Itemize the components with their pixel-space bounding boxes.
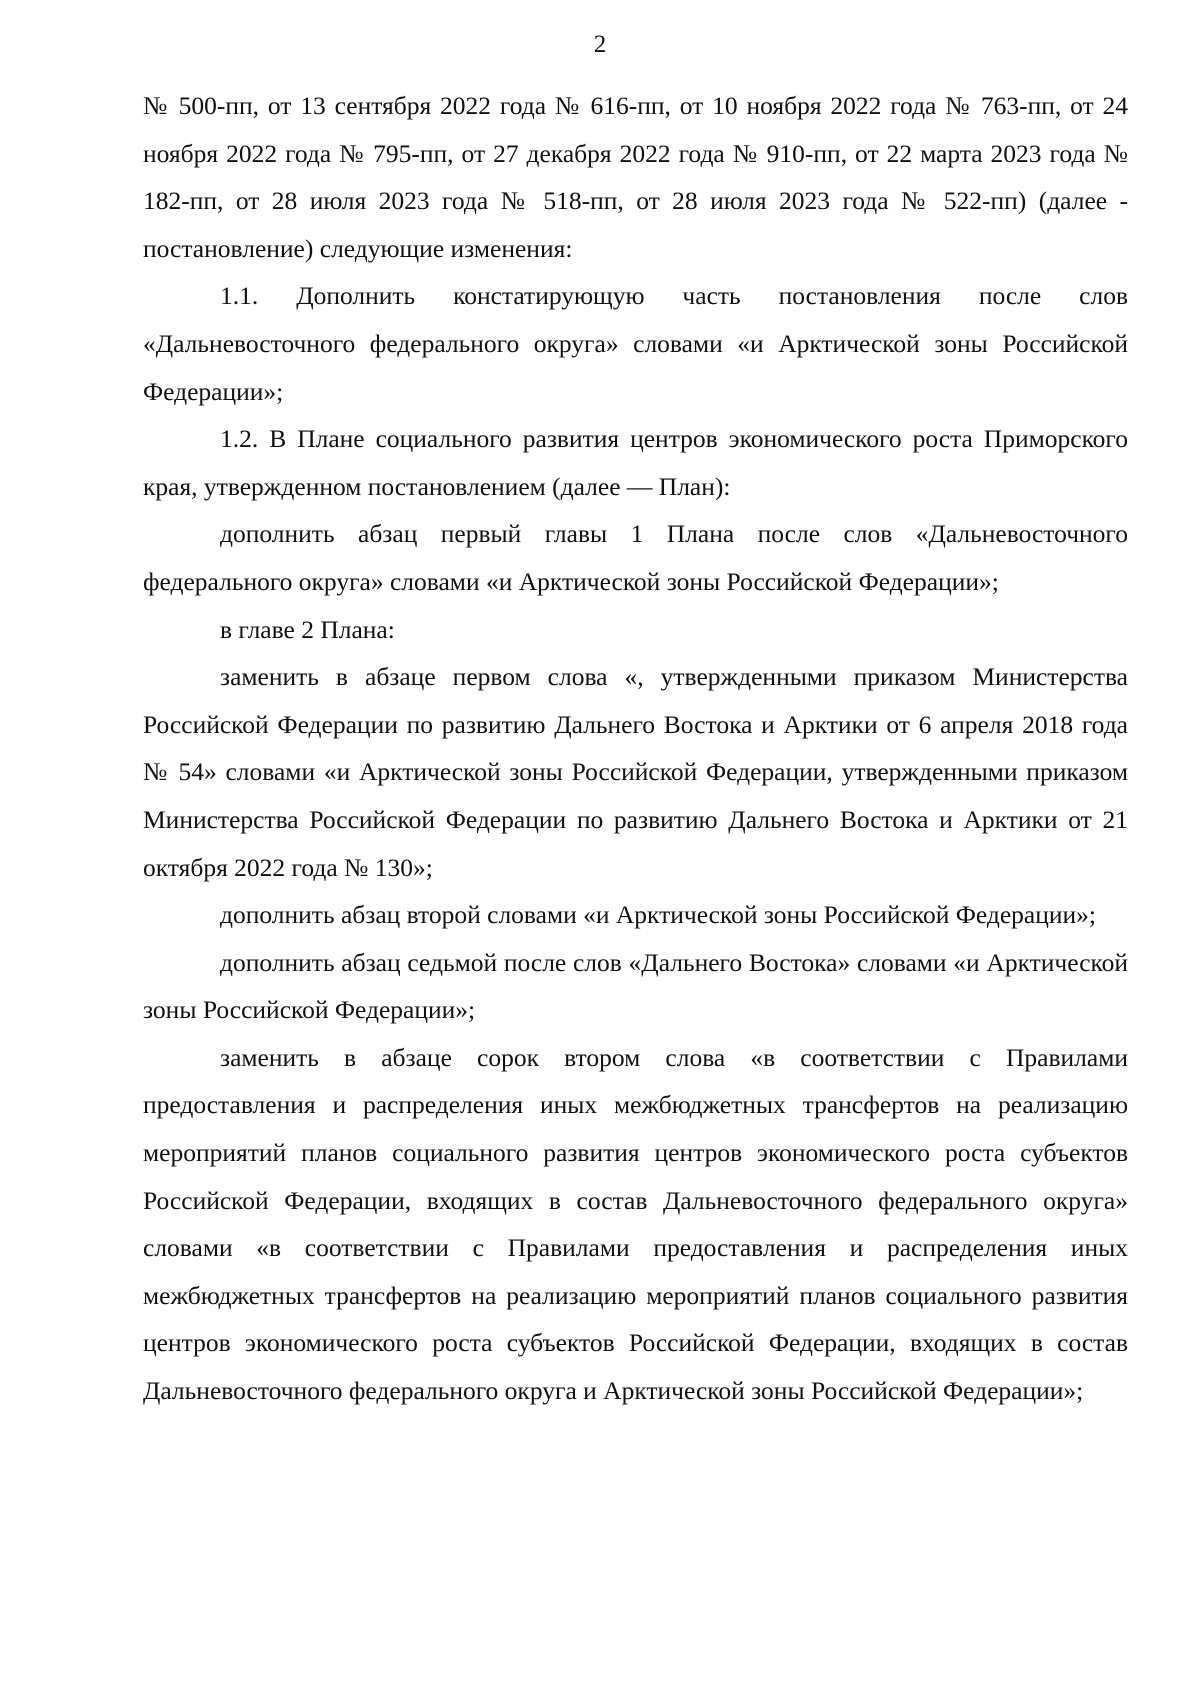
paragraph-item-1-2: 1.2. В Плане социального развития центров экономического роста Приморского края, утвержденном постановлением (далее — План): [143,424,1128,501]
paragraph-item-1-1: 1.1. Дополнить констатирующую часть постановления после слов «Дальневосточного федерального округа» словами «и Арктической зоны Российской Федерации»; [143,281,1128,406]
paragraph-amend-seventh-abzac: дополнить абзац седьмой после слов «Дальнего Востока» словами «и Арктической зоны Российской Федерации»; [143,947,1128,1025]
document-body [143,82,1128,1415]
paragraph-amend-forty-second-abzac: заменить в абзаце сорок втором слова «в соответствии с Правилами предоставления и распределения иных межбюджетных трансфертов на реализацию мероприятий планов социального развития центров экономического роста субъектов Российской Федерации, входящих в состав Дальневосточного федерального округа» словами «в соответствии с Правилами предоставления и распределения иных межбюджетных трансфертов на реализацию мероприятий планов социального развития центров экономического роста субъектов Российской Федерации, входящих в состав Дальневосточного федерального округа и Арктической зоны Российской Федерации»; [143,1042,1128,1406]
paragraph-amend-second-abzac: дополнить абзац второй словами «и Арктической зоны Российской Федерации»; [220,900,1096,930]
page-number: 2 [593,31,607,58]
paragraph-amend-chapter-1: дополнить абзац первый главы 1 Плана после слов «Дальневосточного федерального округа» словами «и Арктической зоны Российской Федерации»; [143,519,1128,596]
paragraph-amend-first-abzac: заменить в абзаце первом слова «, утвержденными приказом Министерства Российской Федерации по развитию Дальнего Востока и Арктики от 6 апреля 2018 года № 54» словами «и Арктической зоны Российской Федерации, утвержденными приказом Министерства Российской Федерации по развитию Дальнего Востока и Арктики от 21 октября 2022 года № 130»; [143,662,1128,882]
paragraph-chapter-2-heading: в главе 2 Плана: [220,614,395,644]
paragraph-continuation: № 500-пп, от 13 сентября 2022 года № 616-пп, от 10 ноября 2022 года № 763-пп, от 24 ноября 2022 года № 795-пп, от 27 декабря 2022 года № 910-пп, от 22 марта 2023 года № 182-пп, от 28 июля 2023 года № 518-пп, от 28 июля 2023 года № 522-пп) (далее - постановление) следующие изменения: [143,91,1128,263]
